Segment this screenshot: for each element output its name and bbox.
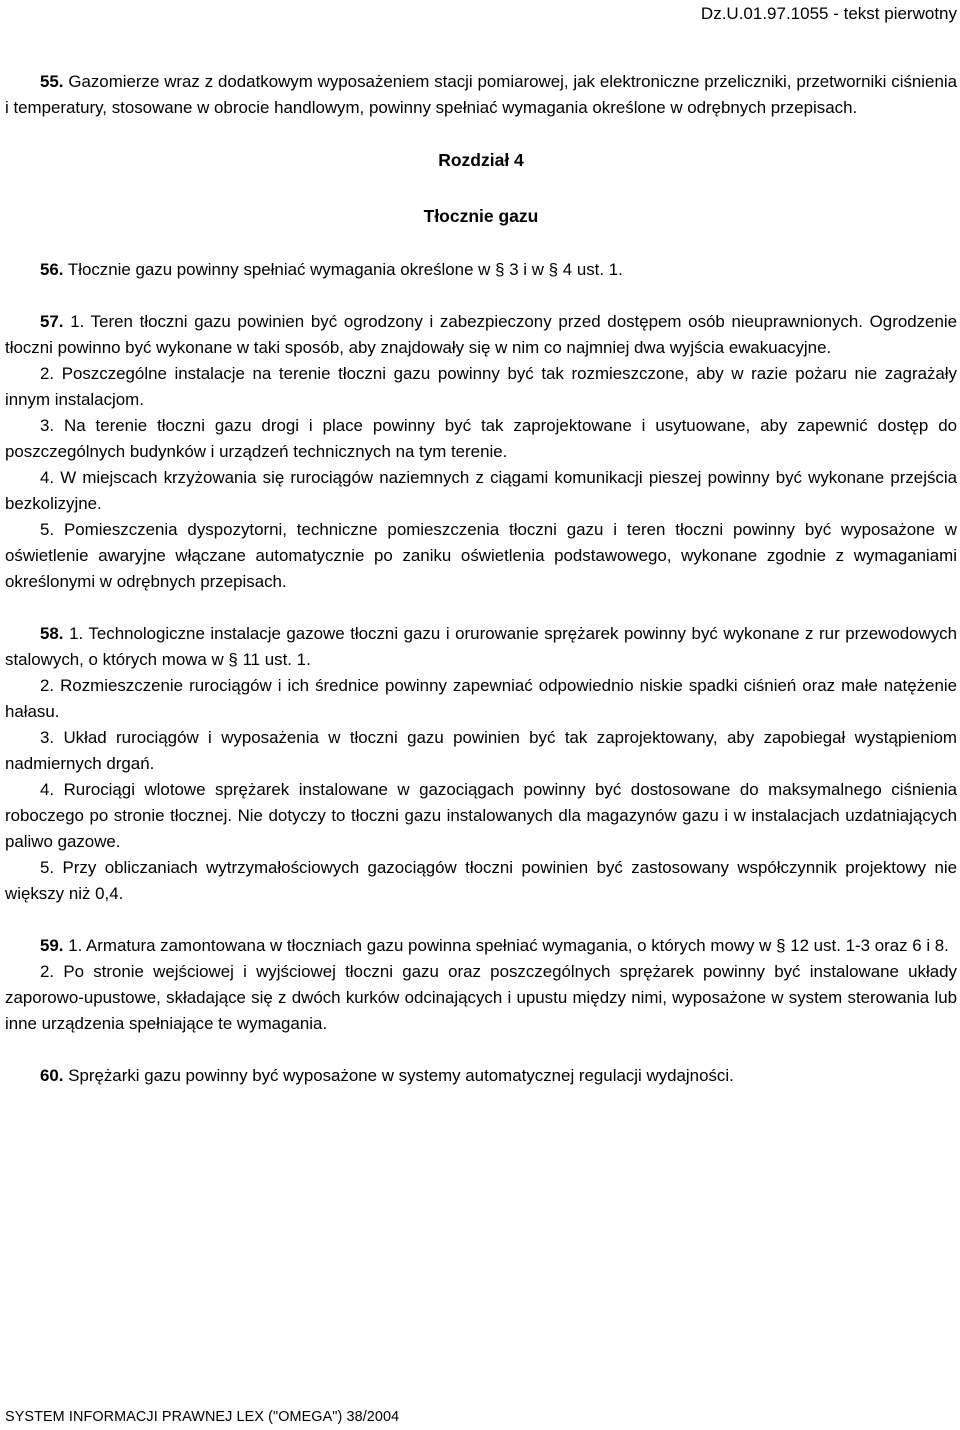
document-header: Dz.U.01.97.1055 - tekst pierwotny	[700, 4, 957, 23]
paragraph-text: 11 ust. 1.	[242, 650, 311, 669]
chapter-title: Rozdział 4	[438, 150, 524, 170]
chapter-subtitle: Tłocznie gazu	[423, 206, 539, 226]
paragraph-text: 1. Teren tłoczni gazu powinien być ogrodzony i zabezpieczony przed dostępem osób nieuprawnionych. Ogrodzenie tłoczni powinno być wykonane w taki sposób, aby znajdowały się w nim co najmniej dwa wyjścia ewakuacyjne.	[5, 312, 957, 357]
paragraph-57-4: 4. W miejscach krzyżowania się rurociągów naziemnych z ciągami komunikacji pieszej powinny być wykonane przejścia bezkolizyjne.	[5, 468, 957, 513]
document-body	[5, 69, 957, 1089]
paragraph-56	[5, 257, 957, 283]
paragraph-58-2: 2. Rozmieszczenie rurociągów i ich średnice powinny zapewniać odpowiednio niskie spadki ciśnień oraz małe natężenie hałasu.	[5, 676, 957, 721]
paragraph-text: 12 ust. 1-3 oraz 6 i 8.	[790, 936, 949, 955]
paragraph-57-3: 3. Na terenie tłoczni gazu drogi i place powinny być tak zaprojektowane i usytuowane, aby zapewnić dostęp do poszczególnych budynków i urządzeń technicznych na tym terenie.	[5, 416, 957, 461]
section-sign: §	[228, 650, 238, 669]
section-sign: §	[776, 936, 786, 955]
paragraph-number: 59.	[40, 936, 64, 955]
paragraph-58-1	[5, 621, 957, 673]
paragraph-58-4: 4. Rurociągi wlotowe sprężarek instalowane w gazociągach powinny być dostosowane do maksymalnego ciśnienia roboczego po stronie tłocznej. Nie dotyczy to tłoczni gazu instalowanych dla magazynów gazu i w instalacjach uzdatniających paliwo gazowe.	[5, 780, 957, 851]
paragraph-text: 3 i w	[509, 260, 544, 279]
paragraph-57-1	[5, 309, 957, 361]
paragraph-number: 55.	[40, 72, 64, 91]
section-sign: §	[495, 260, 505, 279]
paragraph-text: Tłocznie gazu powinny spełniać wymagania określone w	[67, 260, 491, 279]
paragraph-number: 57.	[40, 312, 64, 331]
paragraph-59-2: 2. Po stronie wejściowej i wyjściowej tłoczni gazu oraz poszczególnych sprężarek powinny być instalowane układy zaporowo-upustowe, składające się z dwóch kurków odcinających i upustu między nimi, wyposażone w system sterowania lub inne urządzenia spełniające te wymagania.	[5, 962, 957, 1033]
paragraph-text: 4 ust. 1.	[562, 260, 623, 279]
paragraph-58-5: 5. Przy obliczaniach wytrzymałościowych gazociągów tłoczni powinien być zastosowany współczynnik projektowy nie większy niż 0,4.	[5, 858, 957, 903]
paragraph-57-2: 2. Poszczególne instalacje na terenie tłoczni gazu powinny być tak rozmieszczone, aby w razie pożaru nie zagrażały innym instalacjom.	[5, 364, 957, 409]
paragraph-57-5: 5. Pomieszczenia dyspozytorni, techniczne pomieszczenia tłoczni gazu i teren tłoczni powinny być wyposażone w oświetlenie awaryjne włączane automatycznie po zaniku oświetlenia podstawowego, wykonane zgodnie z wymaganiami określonymi w odrębnych przepisach.	[5, 520, 957, 591]
paragraph-number: 58.	[40, 624, 64, 643]
paragraph-text: 1. Technologiczne instalacje gazowe tłoczni gazu i orurowanie sprężarek powinny być wykonane z rur przewodowych stalowych, o których mowa w	[5, 624, 957, 669]
paragraph-60	[5, 1063, 957, 1089]
paragraph-number: 56.	[40, 260, 64, 279]
paragraph-text: Sprężarki gazu powinny być wyposażone w systemy automatycznej regulacji wydajności.	[68, 1066, 734, 1085]
paragraph-59-1	[5, 933, 957, 959]
paragraph-text: 1. Armatura zamontowana w tłoczniach gazu powinna spełniać wymagania, o których mowy w	[68, 936, 772, 955]
paragraph-58-3: 3. Układ rurociągów i wyposażenia w tłoczni gazu powinien być tak zaprojektowany, aby zapobiegał wystąpieniom nadmiernych drgań.	[5, 728, 957, 773]
paragraph-55	[5, 69, 957, 121]
paragraph-number: 60.	[40, 1066, 64, 1085]
document-footer: SYSTEM INFORMACJI PRAWNEJ LEX ("OMEGA") 38/2004	[5, 1409, 400, 1425]
section-sign: §	[548, 260, 559, 279]
paragraph-text: Gazomierze wraz z dodatkowym wyposażeniem stacji pomiarowej, jak elektroniczne przeliczniki, przetworniki ciśnienia i temperatury, stosowane w obrocie handlowym, powinny spełniać wymagania określone w odrębnych przepisach.	[5, 72, 957, 117]
